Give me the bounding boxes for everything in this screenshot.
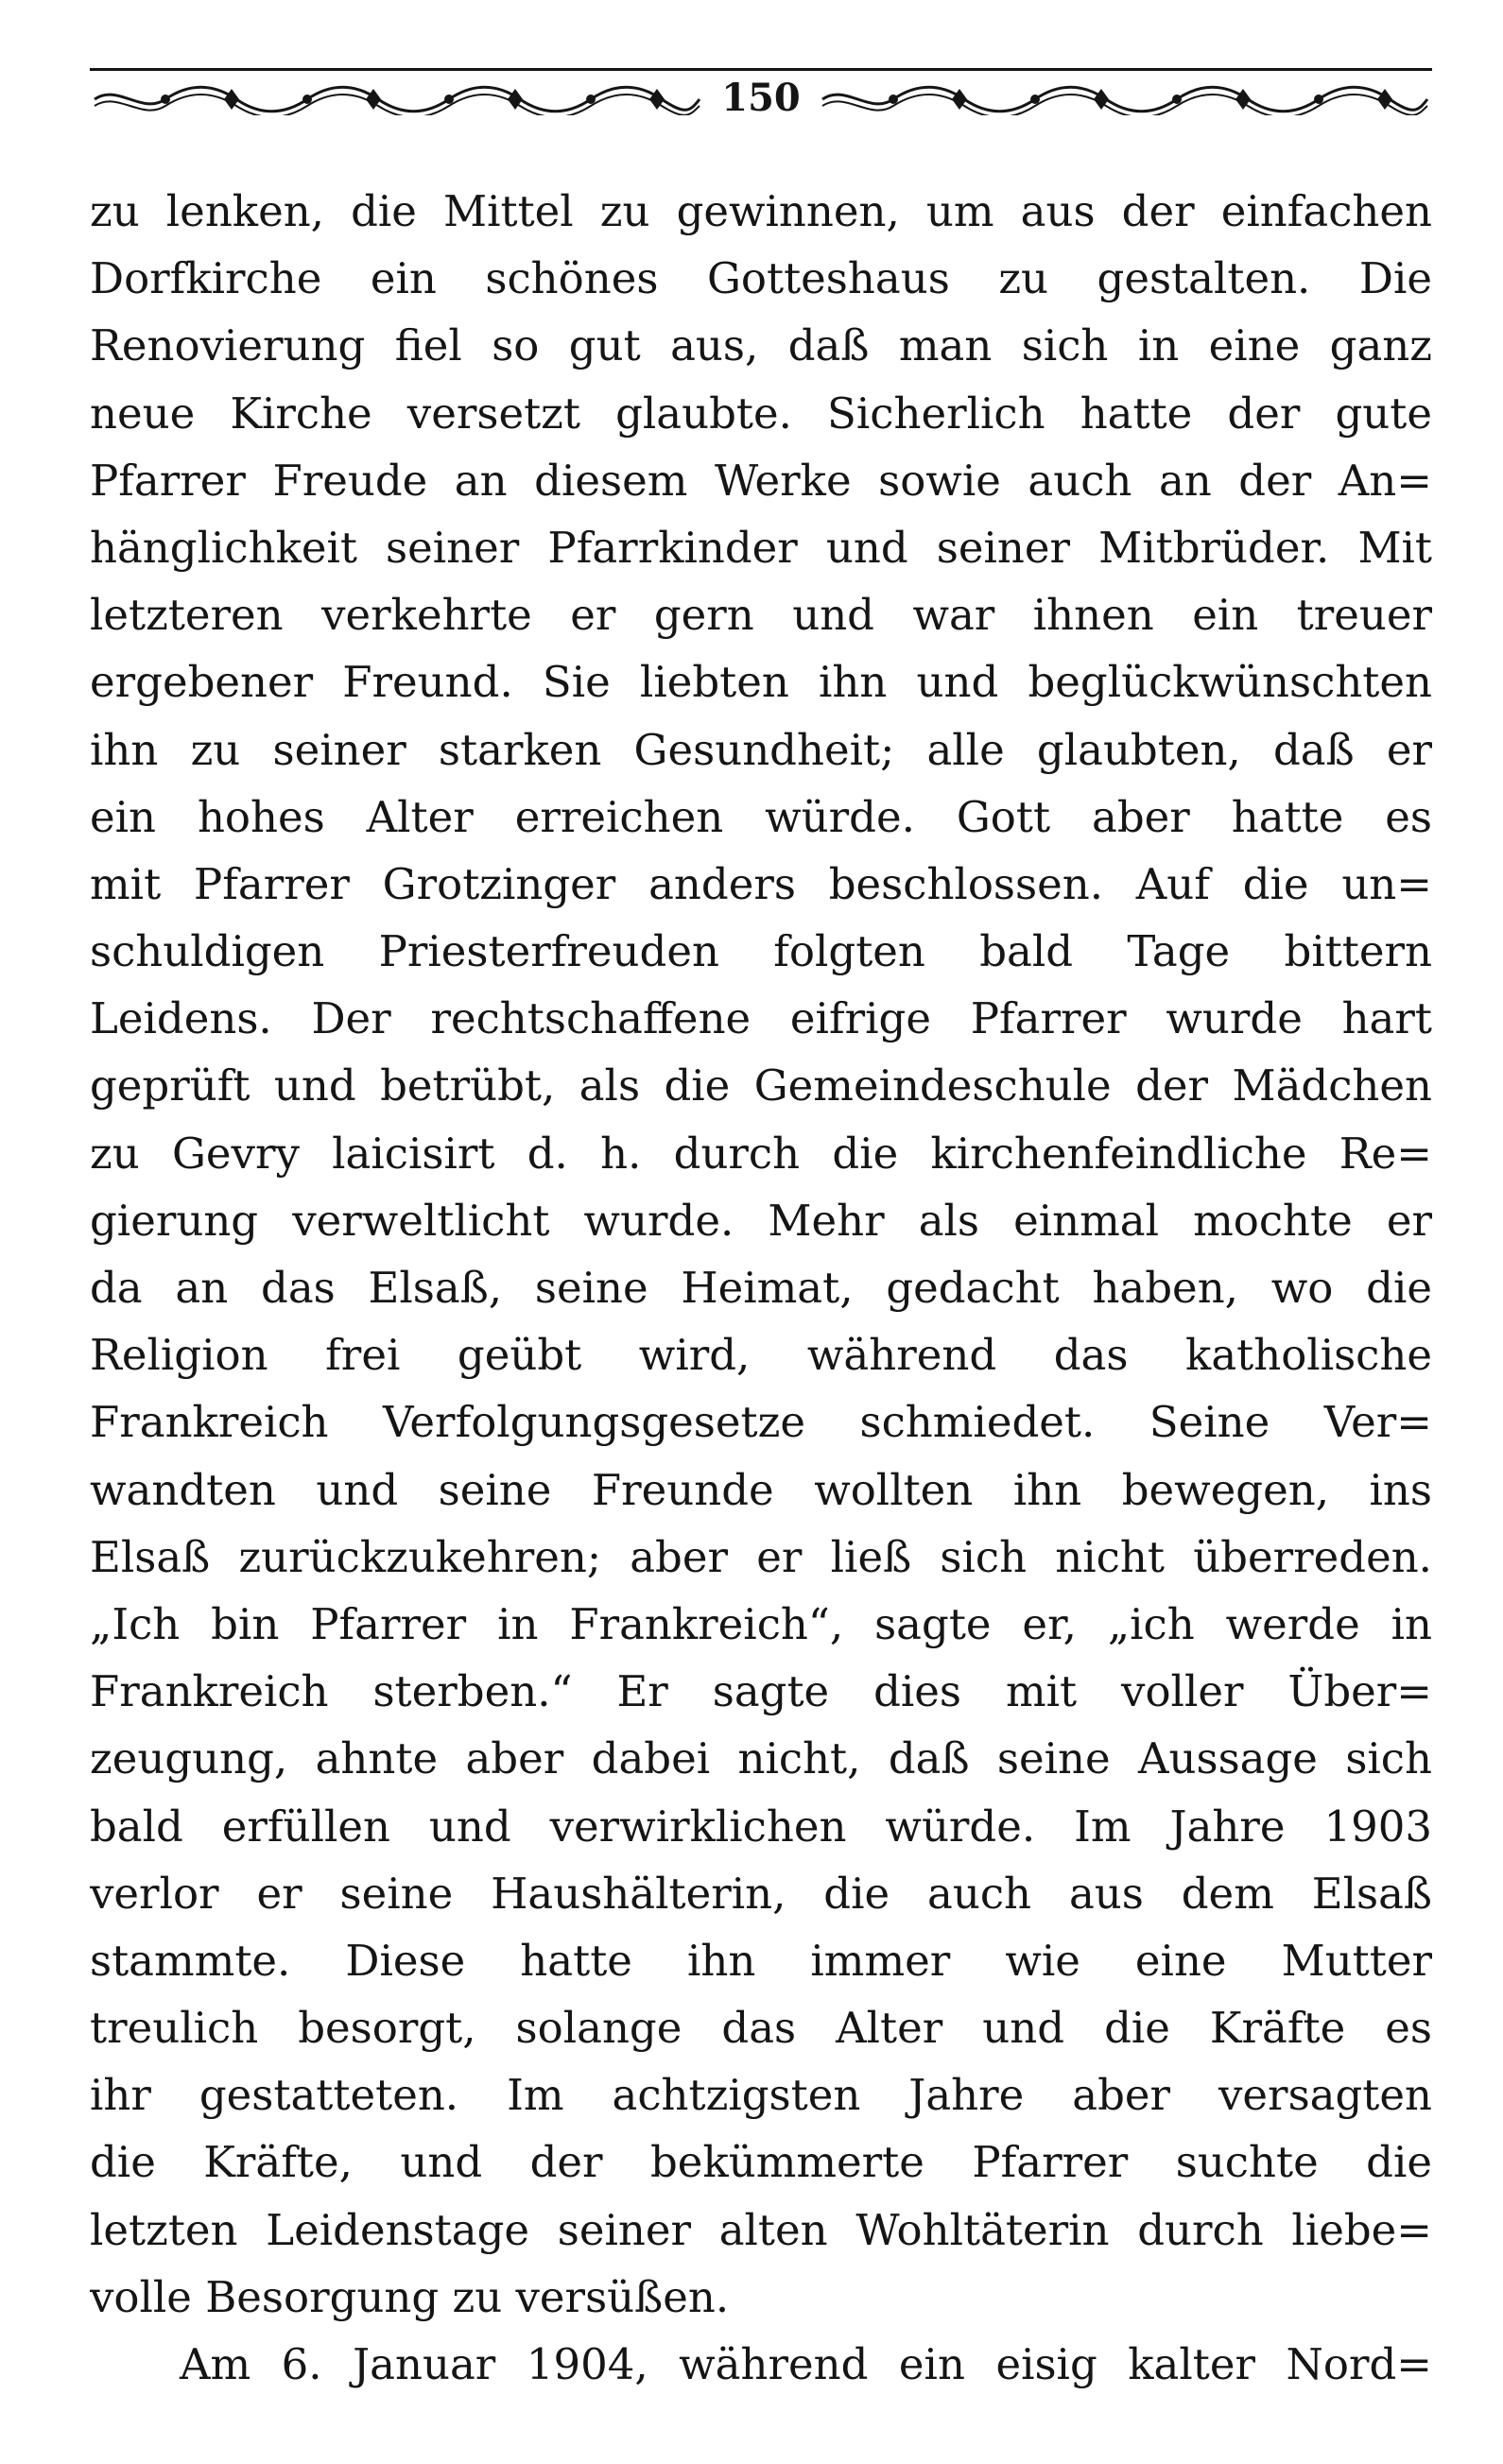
text-line: geprüft und betrübt, als die Gemeindeschule der Mädchen bbox=[90, 1060, 1432, 1111]
text-line: treulich besorgt, solange das Alter und die Kräfte es bbox=[90, 2003, 1432, 2054]
text-line: ihr gestatteten. Im achtzigsten Jahre aber versagten bbox=[90, 2070, 1432, 2121]
text-line: mit Pfarrer Grotzinger anders beschlossen. Auf die un= bbox=[90, 858, 1432, 909]
header-ornament-left-icon bbox=[90, 83, 704, 115]
text-line: schuldigen Priesterfreuden folgten bald Tage bittern bbox=[90, 926, 1432, 977]
text-line: Leidens. Der rechtschaffene eifrige Pfarrer wurde hart bbox=[90, 993, 1432, 1044]
header-ornament-right-icon bbox=[818, 83, 1432, 115]
text-line: hänglichkeit seiner Pfarrkinder und seiner Mitbrüder. Mit bbox=[90, 522, 1432, 573]
text-line: zu Gevry laicisirt d. h. durch die kirchenfeindliche Re= bbox=[90, 1128, 1432, 1179]
text-line: stammte. Diese hatte ihn immer wie eine Mutter bbox=[90, 1935, 1432, 1986]
paragraph-end-line: volle Besorgung zu versüßen. bbox=[90, 2271, 730, 2322]
text-line: Frankreich sterben.“ Er sagte dies mit voller Über= bbox=[90, 1666, 1432, 1717]
text-line: da an das Elsaß, seine Heimat, gedacht haben, wo die bbox=[90, 1263, 1432, 1313]
text-line: zu lenken, die Mittel zu gewinnen, um aus der einfachen bbox=[90, 186, 1432, 236]
text-line: neue Kirche versetzt glaubte. Sicherlich hatte der gute bbox=[90, 388, 1432, 439]
text-line: letzten Leidenstage seiner alten Wohltäterin durch liebe= bbox=[90, 2204, 1432, 2255]
page-number: 150 bbox=[721, 76, 801, 120]
text-line: letzteren verkehrte er gern und war ihnen ein treuer bbox=[90, 590, 1432, 641]
text-line: Renovierung fiel so gut aus, daß man sich in eine ganz bbox=[90, 320, 1432, 371]
text-line: ein hohes Alter erreichen würde. Gott aber hatte es bbox=[90, 791, 1432, 842]
text-line: Religion frei geübt wird, während das katholische bbox=[90, 1330, 1432, 1381]
text-line: verlor er seine Haushälterin, die auch aus dem Elsaß bbox=[90, 1868, 1432, 1919]
text-line: „Ich bin Pfarrer in Frankreich“, sagte er, „ich werde in bbox=[90, 1598, 1432, 1649]
text-line: Pfarrer Freude an diesem Werke sowie auch an der An= bbox=[90, 455, 1432, 506]
paragraph-start-line: Am 6. Januar 1904, während ein eisig kalter Nord= bbox=[180, 2339, 1432, 2389]
text-line: ergebener Freund. Sie liebten ihn und beglückwünschten bbox=[90, 657, 1432, 708]
text-line: wandten und seine Freunde wollten ihn bewegen, ins bbox=[90, 1464, 1432, 1515]
text-line: bald erfüllen und verwirklichen würde. Im Jahre 1903 bbox=[90, 1801, 1432, 1852]
text-line: gierung verweltlicht wurde. Mehr als einmal mochte er bbox=[90, 1195, 1432, 1246]
body-text bbox=[90, 178, 1432, 2398]
text-line: die Kräfte, und der bekümmerte Pfarrer suchte die bbox=[90, 2137, 1432, 2188]
text-line: Frankreich Verfolgungsgesetze schmiedet. Seine Ver= bbox=[90, 1397, 1432, 1448]
text-line: zeugung, ahnte aber dabei nicht, daß seine Aussage sich bbox=[90, 1733, 1432, 1784]
page-header bbox=[90, 68, 1432, 125]
text-line: ihn zu seiner starken Gesundheit; alle glaubten, daß er bbox=[90, 724, 1432, 775]
text-line: Elsaß zurückzukehren; aber er ließ sich nicht überreden. bbox=[90, 1531, 1432, 1582]
text-line: Dorfkirche ein schönes Gotteshaus zu gestalten. Die bbox=[90, 253, 1432, 304]
header-rule bbox=[90, 68, 1432, 71]
